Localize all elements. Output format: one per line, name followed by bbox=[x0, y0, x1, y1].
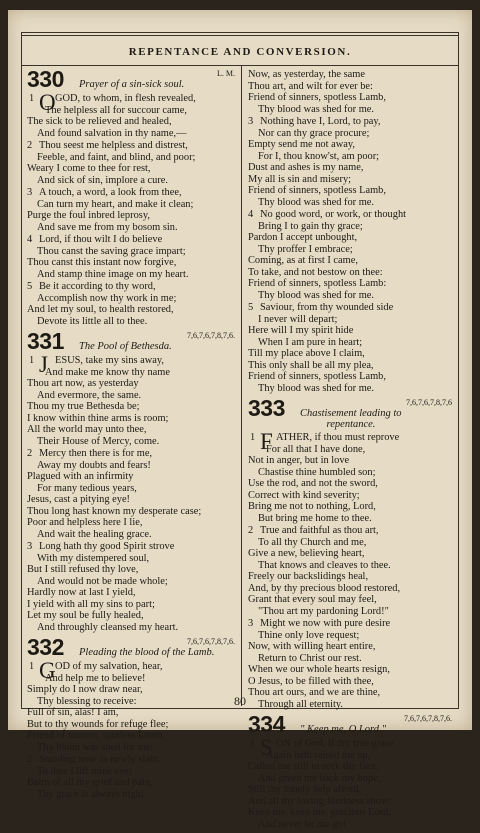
verse-line: 3 Might we now with pure desire bbox=[248, 618, 391, 629]
verse-line: And all thy loving-kindness show: bbox=[248, 795, 392, 807]
verse-line: Thou my true Bethesda be; bbox=[27, 401, 140, 412]
hymn-number: 332 bbox=[27, 634, 64, 660]
verse-line: To take, and not bestow on thee: bbox=[248, 266, 383, 278]
verse-line: Weary I come to thee for rest, bbox=[27, 163, 151, 174]
hymn-title: Pleading the blood of the Lamb. bbox=[79, 647, 215, 658]
verse-line: Bring me not to nothing, Lord, bbox=[248, 501, 376, 512]
verse-line: 3 A touch, a word, a look from thee, bbox=[27, 187, 182, 198]
verse-line: Feeble, and faint, and blind, and poor; bbox=[37, 151, 196, 163]
verse-line: But I still refused thy love, bbox=[27, 564, 139, 575]
verse-line: Thine only love request; bbox=[258, 629, 360, 641]
verse-line: Empty send me not away, bbox=[248, 139, 355, 150]
verse-line: Thy grace is always nigh; bbox=[37, 788, 144, 800]
hymnal-page bbox=[8, 10, 472, 830]
verse-line: Away my doubts and fears! bbox=[37, 459, 151, 471]
hymn-header bbox=[27, 330, 237, 354]
verse-line: Dust and ashes is my name, bbox=[248, 162, 364, 173]
verse-line: To thee I lift mine eye; bbox=[37, 765, 132, 777]
verse-line: Thou canst the saving grace impart; bbox=[37, 245, 186, 257]
verse-line: 2 True and faithful as thou art, bbox=[248, 525, 379, 536]
verse-line: Their House of Mercy, come. bbox=[37, 435, 160, 447]
verse-line: When I am pure in heart; bbox=[258, 336, 363, 348]
verse-line: 2 Standing now as newly slain, bbox=[27, 754, 161, 765]
verse-line: Here will I my spirit hide bbox=[248, 325, 354, 336]
hymn-meter: 7,6,7,6,7,8,7,6. bbox=[187, 331, 235, 340]
hymn-334 bbox=[248, 713, 454, 830]
verse-line: And stamp thine image on my heart. bbox=[37, 268, 189, 280]
hymn-332 bbox=[27, 636, 237, 800]
verse-line: Thy blood was shed for me. bbox=[258, 289, 375, 301]
running-title: REPENTANCE AND CONVERSION. bbox=[128, 46, 352, 58]
verse-line: Pardon I accept unbought, bbox=[248, 232, 358, 243]
top-rule-inner bbox=[21, 35, 459, 36]
hymn-meter: 7,6,7,6,7,8,7,6. bbox=[187, 637, 235, 646]
verse-line: Till my place above I claim, bbox=[248, 348, 365, 359]
verse-line: And sick of sin, implore a cure. bbox=[37, 174, 169, 186]
verse-line: Friend of sinners, spotless Lamb, bbox=[248, 92, 386, 103]
verse-line: Jesus, cast a pitying eye! bbox=[27, 494, 131, 505]
verse-line: And would not be made whole; bbox=[37, 575, 168, 587]
verse-line: 1 F ATHER, if thou must reprove bbox=[250, 429, 400, 454]
verse-line: And found salvation in thy name,— bbox=[37, 127, 187, 139]
stanza bbox=[27, 541, 237, 633]
stanza bbox=[248, 209, 454, 301]
verse-line: Poor and helpless here I lie, bbox=[27, 517, 143, 528]
page-number: 80 bbox=[234, 694, 246, 708]
verse-line: And wait the healing grace. bbox=[37, 528, 152, 540]
stanza bbox=[248, 429, 454, 524]
hymn-header bbox=[27, 636, 237, 660]
left-border bbox=[21, 32, 22, 708]
column-divider bbox=[241, 66, 242, 706]
header-rule bbox=[21, 65, 459, 66]
verse-line: Bring I to gain thy grace; bbox=[258, 220, 363, 232]
verse-line: Use the rod, and not the sword, bbox=[248, 478, 378, 489]
verse-line: But bring me home to thee. bbox=[258, 512, 372, 524]
verse-line: And evermore, the same. bbox=[37, 389, 142, 401]
verse-line: 3 Long hath thy good Spirit strove bbox=[27, 541, 175, 552]
verse-line: Thy blood was shed for me. bbox=[258, 382, 375, 394]
stanza bbox=[248, 116, 454, 208]
verse-line: Hardly now at last I yield, bbox=[27, 587, 136, 598]
verse-line: Coming, as at first I came, bbox=[248, 255, 358, 266]
verse-line: 1 G OD of my salvation, hear, bbox=[29, 658, 163, 683]
verse-line: Thou art ours, and we are thine, bbox=[248, 687, 381, 698]
verse-line: O Jesus, to be filled with thee, bbox=[248, 675, 374, 687]
verse-line: I yield with all my sins to part; bbox=[27, 598, 155, 610]
page-frame bbox=[21, 32, 459, 830]
verse-line: Purge the foul inbred leprosy, bbox=[27, 210, 150, 221]
verse-line: 5 Saviour, from thy wounded side bbox=[248, 302, 394, 313]
verse-line: Friend of sinners, spotless Lamb, bbox=[248, 371, 386, 382]
stanza bbox=[27, 448, 237, 540]
verse-line: I know within thine arms is room; bbox=[27, 412, 169, 424]
drop-cap: J bbox=[39, 352, 48, 377]
verse-line: This only shall be all my plea, bbox=[248, 359, 374, 371]
verse-line: Nor can thy grace procure; bbox=[258, 127, 370, 139]
hymn-number: 331 bbox=[27, 328, 64, 354]
verse-line: Plagued with an infirmity bbox=[27, 471, 134, 482]
verse-line: Thy blessing to receive: bbox=[37, 695, 137, 707]
verse-line: "Thou art my pardoning Lord!" bbox=[258, 605, 389, 617]
right-column bbox=[248, 68, 454, 833]
drop-cap: G bbox=[39, 658, 56, 683]
right-border bbox=[458, 32, 459, 708]
hymn-330 bbox=[27, 68, 237, 327]
verse-line: And throughly cleansed my heart. bbox=[37, 621, 179, 633]
stanza bbox=[27, 90, 237, 139]
verse-line: Called me still to seek thy face, bbox=[248, 761, 379, 772]
hymn-333 bbox=[248, 397, 454, 710]
verse-line: Now, as yesterday, the same bbox=[248, 69, 365, 80]
verse-line: For many tedious years, bbox=[37, 482, 137, 494]
stanza bbox=[248, 735, 454, 830]
verse-line: Thou art now, as yesterday bbox=[27, 378, 139, 389]
hymn-header bbox=[248, 713, 454, 737]
hymn-332-continued bbox=[248, 69, 454, 394]
verse-line: Let my soul be fully healed, bbox=[27, 610, 144, 621]
hymn-header bbox=[27, 68, 237, 92]
verse-line: With my distempered soul, bbox=[37, 552, 150, 564]
hymn-title: Chastisement leading to bbox=[300, 408, 402, 419]
verse-line: 1 J ESUS, take my sins away, bbox=[29, 352, 164, 377]
hymn-title: The Pool of Bethesda. bbox=[79, 341, 172, 352]
verse-line: Not in anger, but in love bbox=[248, 455, 350, 466]
hymn-331 bbox=[27, 330, 237, 633]
hymn-number: 334 bbox=[248, 711, 285, 737]
verse-line: And save me from my bosom sin. bbox=[37, 221, 178, 233]
verse-line: Simply do I now draw near, bbox=[27, 684, 143, 695]
drop-cap: O bbox=[39, 90, 56, 115]
verse-line: And help me to believe! bbox=[45, 672, 146, 684]
verse-line: Thy blood was shed for me. bbox=[37, 741, 154, 753]
verse-line: And make me know thy name bbox=[45, 366, 170, 378]
verse-line: Again hath raised me up, bbox=[266, 749, 371, 761]
verse-line: To all thy Church and me, bbox=[258, 536, 367, 548]
verse-line: Now, with willing heart entire, bbox=[248, 641, 376, 652]
stanza bbox=[27, 281, 237, 327]
verse-line: Keep me, keep me, gracious Lord, bbox=[248, 807, 392, 818]
verse-line: That knows and cleaves to thee. bbox=[258, 559, 391, 571]
drop-cap: F bbox=[260, 429, 273, 454]
left-column bbox=[27, 68, 237, 803]
verse-line: 3 Nothing have I, Lord, to pay, bbox=[248, 116, 381, 127]
stanza bbox=[248, 525, 454, 617]
verse-line: And given me back my hope; bbox=[258, 772, 381, 784]
verse-line: Give a new, believing heart, bbox=[248, 548, 365, 559]
verse-line: Balm of all my grief and pain, bbox=[27, 777, 153, 788]
verse-line: 2 Mercy then there is for me, bbox=[27, 448, 153, 459]
stanza bbox=[27, 140, 237, 186]
verse-line: Thou art, and wilt for ever be: bbox=[248, 80, 373, 92]
verse-line: All the world may unto thee, bbox=[27, 424, 147, 435]
verse-line: 2 Thou seest me helpless and distrest, bbox=[27, 140, 188, 151]
verse-line: And, by thy precious blood restored, bbox=[248, 582, 401, 594]
hymn-number: 333 bbox=[248, 395, 285, 421]
verse-line: For all that I have done, bbox=[266, 443, 366, 455]
verse-line: Friend of sinners, spotless Lamb, bbox=[27, 730, 165, 741]
verse-line: The sick to be relieved and healed, bbox=[27, 116, 172, 127]
verse-line: Correct with kind severity; bbox=[248, 489, 360, 501]
verse-line: Friend of sinners, spotless Lamb, bbox=[248, 185, 386, 196]
verse-line: I never will depart; bbox=[258, 313, 338, 325]
verse-line: 1 S ON of God, if thy free grace bbox=[250, 735, 395, 760]
stanza bbox=[27, 234, 237, 280]
verse-line: Can turn my heart, and make it clean; bbox=[37, 198, 194, 210]
stanza bbox=[27, 187, 237, 233]
verse-line: 4 No good word, or work, or thought bbox=[248, 209, 407, 220]
verse-line: 1 O GOD, to whom, in flesh revealed, bbox=[29, 90, 196, 115]
verse-line: Full of sin, alas! I am, bbox=[27, 707, 119, 718]
drop-cap: S bbox=[260, 735, 273, 760]
hymn-number: 330 bbox=[27, 66, 64, 92]
verse-line: And let my soul, to health restored, bbox=[27, 304, 174, 315]
verse-line: Accomplish now thy work in me; bbox=[37, 292, 177, 304]
verse-line: 4 Lord, if thou wilt I do believe bbox=[27, 234, 163, 245]
verse-line: Thou canst this instant now forgive, bbox=[27, 257, 177, 268]
stanza bbox=[27, 754, 237, 800]
hymn-meter: 7,6,7,6,7,8,7,6 bbox=[406, 398, 452, 407]
hymn-header bbox=[248, 397, 454, 421]
verse-line: Devote its little all to thee. bbox=[37, 315, 148, 327]
verse-line: Thy blood was shed for me. bbox=[258, 196, 375, 208]
stanza bbox=[248, 69, 454, 115]
verse-line: But to thy wounds for refuge flee; bbox=[27, 718, 169, 730]
hymn-title-continued: repentance. bbox=[326, 419, 376, 430]
verse-line: Freely our backslidings heal, bbox=[248, 571, 369, 582]
verse-line: Friend of sinners, spotless Lamb: bbox=[248, 278, 387, 289]
verse-line: My all is sin and misery; bbox=[248, 173, 352, 185]
verse-line: Thy blood was shed for me. bbox=[258, 103, 375, 115]
verse-line: Chastise thine humbled son; bbox=[258, 466, 376, 478]
verse-line: 5 Be it according to thy word, bbox=[27, 281, 156, 292]
stanza bbox=[248, 302, 454, 394]
verse-line: Return to Christ our rest. bbox=[258, 652, 362, 664]
verse-line: When we our whole hearts resign, bbox=[248, 664, 390, 675]
verse-line: Through all eternity. bbox=[258, 698, 344, 710]
hymn-title: Prayer of a sin-sick soul. bbox=[79, 79, 185, 90]
top-rule bbox=[21, 32, 459, 33]
hymn-title: " Keep me, O Lord." bbox=[300, 724, 387, 735]
verse-line: Still thy timely help afford, bbox=[248, 784, 362, 795]
verse-line: The helpless all for succour came, bbox=[45, 104, 187, 116]
verse-line: Thy proffer I embrace; bbox=[258, 243, 353, 255]
verse-line: Thou long hast known my desperate case; bbox=[27, 505, 202, 517]
verse-line: For I, thou know'st, am poor; bbox=[258, 150, 380, 162]
verse-line: Grant that every soul may feel, bbox=[248, 594, 377, 605]
hymn-meter: L. M. bbox=[217, 69, 235, 78]
hymn-meter: 7,6,7,6,7,8,7,6. bbox=[404, 714, 452, 723]
verse-line: And never let me go! bbox=[258, 818, 347, 830]
stanza bbox=[27, 352, 237, 447]
